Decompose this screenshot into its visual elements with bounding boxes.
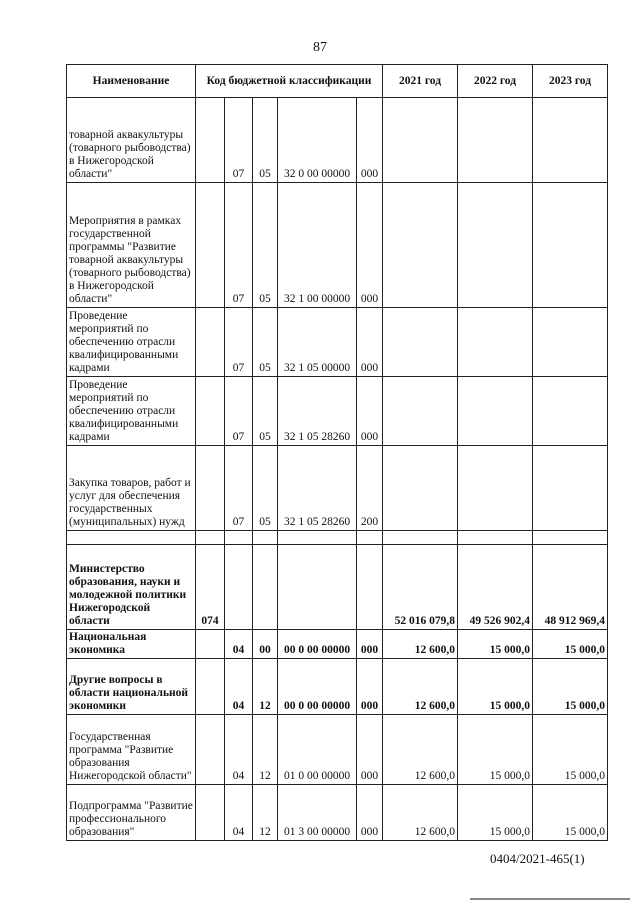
table-row xyxy=(67,183,608,308)
table-cell-subsection: 05 xyxy=(253,308,278,377)
table-cell-2021: 12 600,0 xyxy=(383,715,458,785)
table-cell-2022 xyxy=(458,377,533,446)
table-cell-2021 xyxy=(383,98,458,183)
table-cell-name: Проведение мероприятий по обеспечению отрасли квалифицированными кадрами xyxy=(67,308,196,377)
table-cell-2023 xyxy=(533,183,608,308)
table-cell-2021: 12 600,0 xyxy=(383,659,458,715)
table-cell-2021: 12 600,0 xyxy=(383,785,458,841)
table-cell-2023: 15 000,0 xyxy=(533,630,608,659)
table-row xyxy=(67,715,608,785)
table-cell-2023 xyxy=(533,446,608,531)
table-cell-2022: 15 000,0 xyxy=(458,785,533,841)
table-cell-expense-type: 000 xyxy=(357,308,383,377)
table-cell-target-article: 32 1 05 00000 xyxy=(278,308,357,377)
table-cell-2021 xyxy=(383,183,458,308)
table-cell-2023 xyxy=(533,98,608,183)
table-cell-expense-type: 000 xyxy=(357,183,383,308)
table-cell-section: 04 xyxy=(225,659,253,715)
table-cell-expense-type: 000 xyxy=(357,785,383,841)
table-cell-subsection xyxy=(253,545,278,630)
table-cell-empty xyxy=(225,531,253,545)
header-2021: 2021 год xyxy=(383,65,458,98)
table-cell-expense-type: 000 xyxy=(357,630,383,659)
header-name: Наименование xyxy=(67,65,196,98)
table-spacer-row xyxy=(67,531,608,545)
table-body xyxy=(67,98,608,841)
table-cell-name: Закупка товаров, работ и услуг для обеспечения государственных (муниципальных) нужд xyxy=(67,446,196,531)
table-cell-2022 xyxy=(458,446,533,531)
table-cell-subsection: 12 xyxy=(253,659,278,715)
header-2022: 2022 год xyxy=(458,65,533,98)
table-cell-2023: 15 000,0 xyxy=(533,785,608,841)
table-cell-admin-code xyxy=(196,183,225,308)
table-cell-2021 xyxy=(383,377,458,446)
table-cell-target-article: 32 1 05 28260 xyxy=(278,377,357,446)
table-row xyxy=(67,446,608,531)
table-cell-section: 07 xyxy=(225,446,253,531)
table-cell-target-article: 32 1 05 28260 xyxy=(278,446,357,531)
table-cell-2022 xyxy=(458,98,533,183)
table-cell-empty xyxy=(196,531,225,545)
table-row xyxy=(67,98,608,183)
table-cell-admin-code xyxy=(196,785,225,841)
table-cell-expense-type xyxy=(357,545,383,630)
table-cell-2022: 15 000,0 xyxy=(458,659,533,715)
table-cell-target-article: 01 3 00 00000 xyxy=(278,785,357,841)
table-cell-2022 xyxy=(458,183,533,308)
table-row xyxy=(67,308,608,377)
table-cell-admin-code xyxy=(196,659,225,715)
table-cell-2023: 15 000,0 xyxy=(533,715,608,785)
table-cell-2021: 12 600,0 xyxy=(383,630,458,659)
table-cell-2022 xyxy=(458,308,533,377)
table-cell-name: товарной аквакультуры (товарного рыбоводства) в Нижегородской области" xyxy=(67,98,196,183)
table-cell-expense-type: 000 xyxy=(357,715,383,785)
table-cell-expense-type: 000 xyxy=(357,377,383,446)
table-cell-target-article xyxy=(278,545,357,630)
table-cell-admin-code xyxy=(196,377,225,446)
table-cell-name: Подпрограмма "Развитие профессионального образования" xyxy=(67,785,196,841)
table-cell-expense-type: 000 xyxy=(357,659,383,715)
table-row xyxy=(67,377,608,446)
table-cell-name: Государственная программа "Развитие образования Нижегородской области" xyxy=(67,715,196,785)
table-row xyxy=(67,659,608,715)
table-cell-name: Министерство образования, науки и молодежной политики Нижегородской области xyxy=(67,545,196,630)
budget-table xyxy=(66,64,608,841)
table-cell-subsection: 05 xyxy=(253,183,278,308)
table-cell-subsection: 05 xyxy=(253,446,278,531)
table-cell-empty xyxy=(278,531,357,545)
table-cell-section: 07 xyxy=(225,183,253,308)
table-row xyxy=(67,545,608,630)
table-cell-name: Проведение мероприятий по обеспечению отрасли квалифицированными кадрами xyxy=(67,377,196,446)
table-cell-2022: 49 526 902,4 xyxy=(458,545,533,630)
scan-edge-mark xyxy=(470,898,630,900)
header-code: Код бюджетной классификации xyxy=(196,65,383,98)
table-cell-subsection: 12 xyxy=(253,785,278,841)
table-cell-subsection: 00 xyxy=(253,630,278,659)
table-cell-subsection: 12 xyxy=(253,715,278,785)
table-cell-admin-code xyxy=(196,630,225,659)
table-cell-empty xyxy=(357,531,383,545)
table-cell-target-article: 00 0 00 00000 xyxy=(278,630,357,659)
table-header-row xyxy=(67,65,608,98)
table-cell-2023: 15 000,0 xyxy=(533,659,608,715)
table-cell-2021 xyxy=(383,308,458,377)
table-cell-empty xyxy=(533,531,608,545)
table-cell-target-article: 32 1 00 00000 xyxy=(278,183,357,308)
table-cell-target-article: 00 0 00 00000 xyxy=(278,659,357,715)
header-2023: 2023 год xyxy=(533,65,608,98)
table-cell-admin-code xyxy=(196,715,225,785)
table-cell-admin-code xyxy=(196,98,225,183)
table-cell-2021 xyxy=(383,446,458,531)
table-cell-2022: 15 000,0 xyxy=(458,630,533,659)
table-cell-admin-code: 074 xyxy=(196,545,225,630)
table-cell-target-article: 32 0 00 00000 xyxy=(278,98,357,183)
page-number: 87 xyxy=(313,40,327,55)
table-row xyxy=(67,785,608,841)
table-cell-empty xyxy=(67,531,196,545)
table-row xyxy=(67,630,608,659)
table-cell-name: Другие вопросы в области национальной экономики xyxy=(67,659,196,715)
table-cell-section: 07 xyxy=(225,308,253,377)
table-cell-section xyxy=(225,545,253,630)
table-cell-2021: 52 016 079,8 xyxy=(383,545,458,630)
table-cell-expense-type: 000 xyxy=(357,98,383,183)
table-cell-section: 04 xyxy=(225,630,253,659)
table-cell-admin-code xyxy=(196,446,225,531)
table-cell-name: Национальная экономика xyxy=(67,630,196,659)
table-cell-expense-type: 200 xyxy=(357,446,383,531)
table-cell-section: 04 xyxy=(225,715,253,785)
table-cell-empty xyxy=(253,531,278,545)
table-cell-subsection: 05 xyxy=(253,98,278,183)
table-cell-2023 xyxy=(533,377,608,446)
table-cell-empty xyxy=(458,531,533,545)
table-cell-2023: 48 912 969,4 xyxy=(533,545,608,630)
table-cell-section: 04 xyxy=(225,785,253,841)
table-cell-subsection: 05 xyxy=(253,377,278,446)
table-cell-empty xyxy=(383,531,458,545)
table-cell-admin-code xyxy=(196,308,225,377)
table-cell-2023 xyxy=(533,308,608,377)
document-id: 0404/2021-465(1) xyxy=(490,851,585,866)
table-cell-section: 07 xyxy=(225,377,253,446)
table-cell-name: Мероприятия в рамках государственной программы "Развитие товарной аквакультуры (товарного рыбоводства) в Нижегородской области" xyxy=(67,183,196,308)
table-cell-target-article: 01 0 00 00000 xyxy=(278,715,357,785)
table-cell-2022: 15 000,0 xyxy=(458,715,533,785)
table-cell-section: 07 xyxy=(225,98,253,183)
